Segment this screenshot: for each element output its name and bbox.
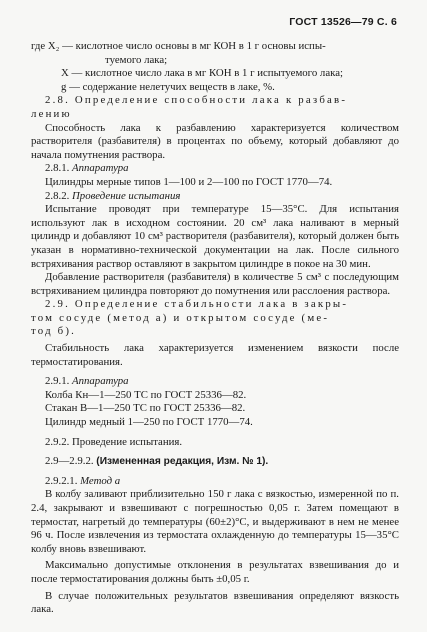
method-a-paragraph-1: В колбу заливают приблизительно 150 г лака с вязкостью, измеренной по п. 2.4, закрывают и взвешивают с погрешностью 0,05 г. Затем помещают в термостат, нагретый до температуры (60±2)°С, и выдерживают в нем не менее 96 ч. После извлечения из термостата охлажденную до температуры 15—35°С колбу вновь взвешивают.	[31, 488, 399, 555]
apparatus-item: Цилиндр медный 1—250 по ГОСТ 1770—74.	[45, 416, 253, 429]
section-2-8-1-heading	[31, 162, 399, 176]
section-title: Метод а	[80, 474, 121, 487]
section-2-8-title-cont: лению	[31, 107, 72, 120]
section-2-9-title: 2.9. Определение стабильности лака в закры-	[45, 298, 349, 311]
definition-x: X — кислотное число лака в мг КОН в 1 г испытуемого лака;	[61, 67, 343, 80]
section-title: Проведение испытания	[72, 189, 181, 202]
section-2-9-2-heading: 2.9.2. Проведение испытания.	[45, 435, 183, 448]
section-2-9-paragraph: Стабильность лака характеризуется изменением вязкости после термостатирования.	[31, 342, 399, 368]
page-header: ГОСТ 13526—79 С. 6	[289, 16, 397, 28]
amendment-prefix: 2.9—2.9.2.	[45, 455, 94, 468]
section-number: 2.9.1.	[45, 375, 70, 388]
section-2-8-2-paragraph-1: Испытание проводят при температуре 15—35°С. Для испытания используют лак в исходном состоянии. 20 см³ лака наливают в мерный цилиндр и добавляют 10 см³ растворителя (разбавителя), который должен быть указан в нормативно-технической документации на лак. После сильного встряхивания раствор оставляют в закрытом цилиндре в покое на 30 мин.	[31, 203, 399, 270]
section-2-8-title: 2.8. Определение способности лака к разбав-	[45, 94, 348, 107]
section-2-9-1-heading	[31, 375, 399, 389]
section-2-9-2-1-heading	[31, 475, 399, 489]
section-2-8-paragraph: Способность лака к разбавлению характеризуется количеством растворителя (разбавителя) в процентах по объему, который добавляют до начала помутнения раствора.	[31, 121, 399, 161]
section-title: Аппаратура	[72, 375, 129, 388]
amendment-note	[31, 455, 399, 469]
cylinders-line: Цилиндры мерные типов 1—100 и 2—100 по ГОСТ 1770—74.	[45, 175, 333, 188]
definition-x2-cont: туемого лака;	[105, 53, 168, 66]
document-body	[31, 40, 399, 617]
definition-g: g — содержание нелетучих веществ в лаке, %.	[61, 80, 275, 93]
amendment-text: (Измененная редакция, Изм. № 1).	[96, 456, 269, 468]
method-a-paragraph-2: Максимально допустимые отклонения в результатах взвешивания до и после термостатирования должны быть ±0,05 г.	[31, 559, 399, 585]
apparatus-item: Колба Кн—1—250 ТС по ГОСТ 25336—82.	[45, 388, 247, 401]
method-a-paragraph-3: В случае положительных результатов взвешивания определяют вязкость лака.	[31, 589, 399, 616]
section-2-8-2-heading	[31, 190, 399, 204]
section-number: 2.8.1.	[45, 162, 70, 175]
section-number: 2.9.2.1.	[45, 474, 78, 487]
section-2-9-title-end: тод б).	[31, 325, 77, 338]
section-2-9-title-cont: том сосуде (метод а) и открытом сосуде (ме-	[31, 311, 330, 324]
section-title: Аппаратура	[72, 162, 129, 175]
apparatus-item: Стакан В—1—250 ТС по ГОСТ 25336—82.	[45, 402, 246, 415]
section-number: 2.8.2.	[45, 189, 70, 202]
section-2-8-2-paragraph-2: Добавление растворителя (разбавителя) в количестве 5 см³ с последующим встряхиванием цилиндра повторяют до помутнения или расслоения раствора.	[31, 271, 399, 297]
definition-x2: где X₂ — кислотное число основы в мг КОН в 1 г основы испы-	[31, 40, 326, 52]
